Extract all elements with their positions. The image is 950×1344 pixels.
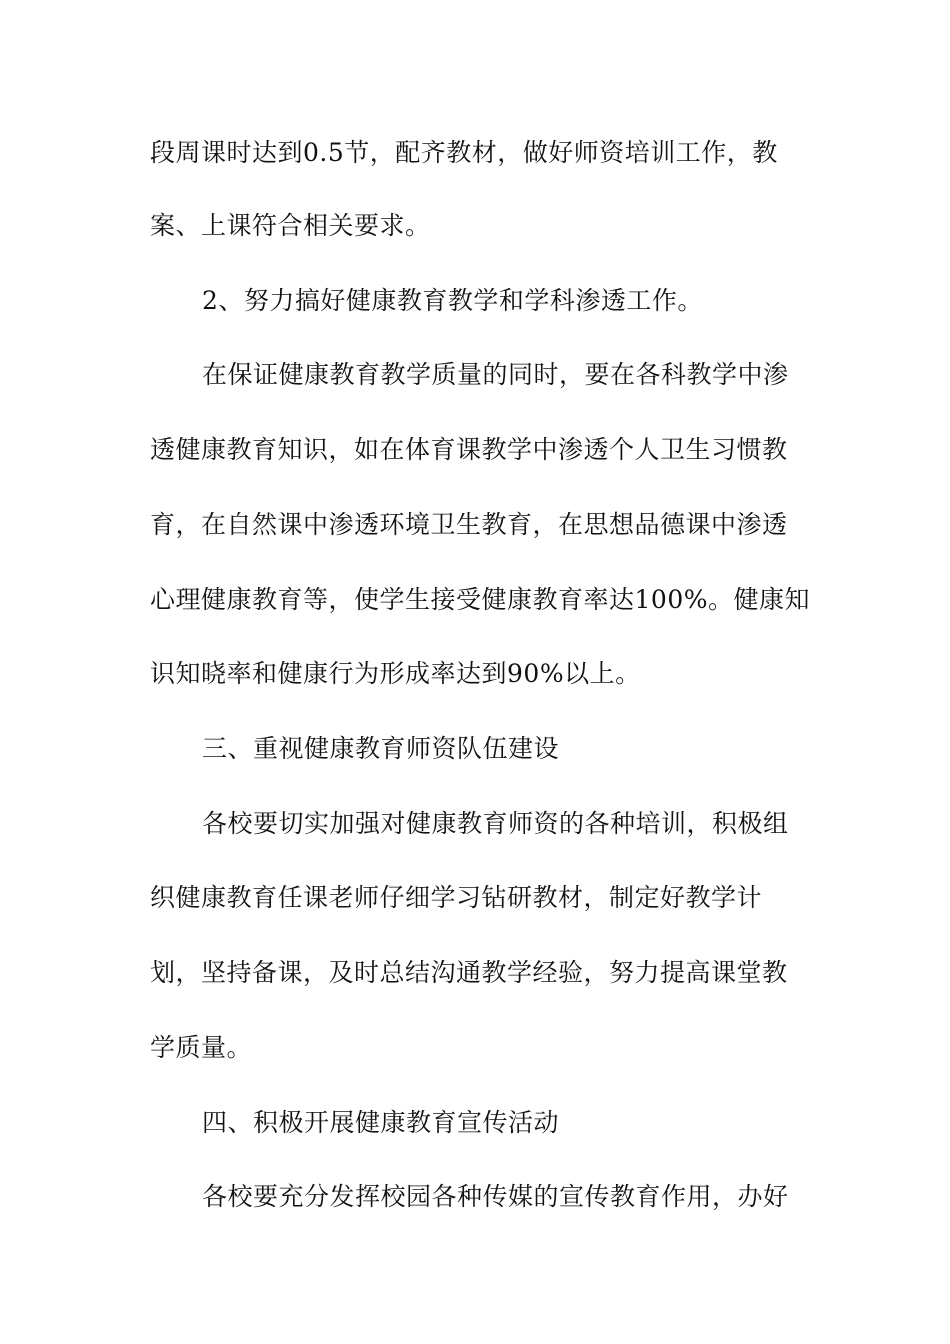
text-line: 各校要切实加强对健康教育师资的各种培训，积极组 bbox=[202, 809, 789, 838]
text-line: 各校要充分发挥校园各种传媒的宣传教育作用，办好 bbox=[202, 1182, 789, 1211]
text-line: 在保证健康教育教学质量的同时，要在各科教学中渗 bbox=[202, 360, 789, 389]
section-heading: 四、积极开展健康教育宣传活动 bbox=[202, 1108, 560, 1137]
text-line: 案、上课符合相关要求。 bbox=[150, 211, 431, 240]
text-line: 育，在自然课中渗透环境卫生教育，在思想品德课中渗透 bbox=[150, 510, 788, 539]
section-heading: 三、重视健康教育师资队伍建设 bbox=[202, 734, 560, 763]
text-line: 透健康教育知识，如在体育课教学中渗透个人卫生习惯教 bbox=[150, 435, 788, 464]
text-line: 识知晓率和健康行为形成率达到90%以上。 bbox=[150, 659, 641, 688]
section-heading: 2、努力搞好健康教育教学和学科渗透工作。 bbox=[202, 286, 703, 315]
text-line: 段周课时达到0.5节，配齐教材，做好师资培训工作，教 bbox=[150, 138, 778, 167]
text-line: 划，坚持备课，及时总结沟通教学经验，努力提高课堂教 bbox=[150, 958, 788, 987]
text-line: 学质量。 bbox=[150, 1033, 253, 1062]
text-line: 心理健康教育等，使学生接受健康教育率达100%。健康知 bbox=[150, 585, 810, 614]
text-line: 织健康教育任课老师仔细学习钻研教材，制定好教学计 bbox=[150, 883, 763, 912]
